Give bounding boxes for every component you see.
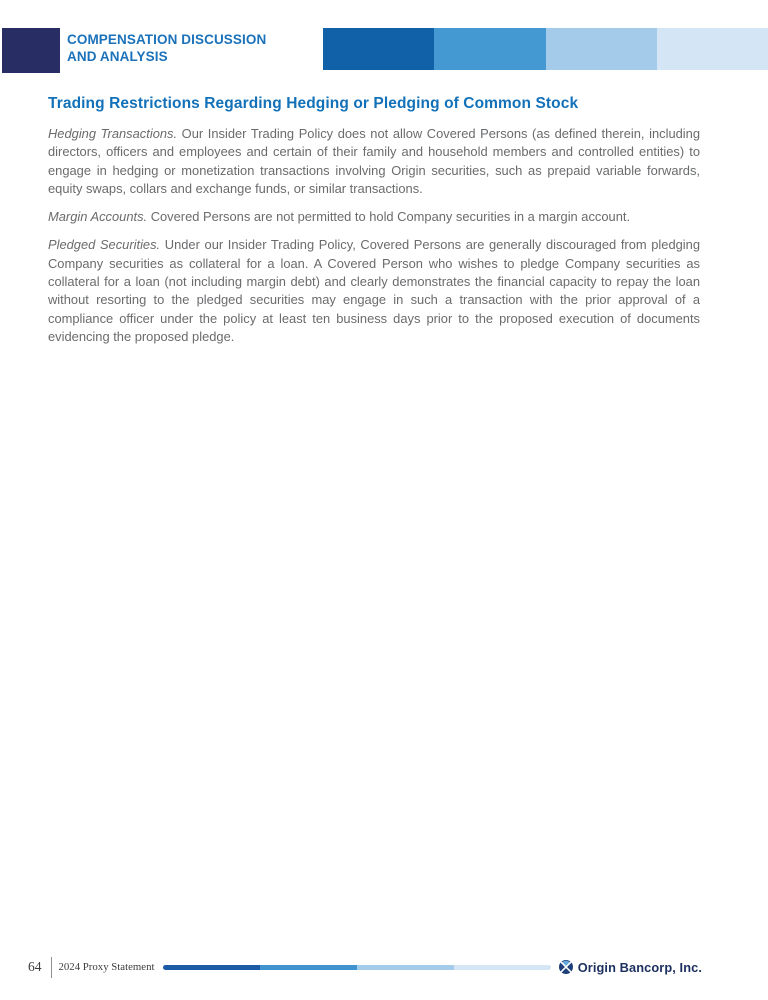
header-gradient-bar bbox=[323, 28, 768, 70]
brand-navy-square bbox=[2, 28, 60, 73]
paragraph-margin-accounts bbox=[48, 208, 700, 226]
header-bar-segment-3 bbox=[546, 28, 657, 70]
company-name: Origin Bancorp, Inc. bbox=[577, 959, 702, 975]
footer-gradient-bar bbox=[163, 965, 550, 970]
section-heading-line1: COMPENSATION DISCUSSION bbox=[67, 32, 267, 47]
document-label: 2024 Proxy Statement bbox=[58, 961, 155, 973]
document-body bbox=[48, 94, 700, 356]
header-bar-segment-4 bbox=[657, 28, 768, 70]
paragraph-hedging-transactions bbox=[48, 125, 700, 198]
page-footer bbox=[28, 953, 702, 981]
paragraph-text: Under our Insider Trading Policy, Covered Persons are generally discouraged from pledging Company securities as collateral for a loan. A Covered Person who wishes to pledge Company securities as collateral for a loan (not including margin debt) and clearly demonstrates the financial capacity to repay the loan without resorting to the pledged securities may engage in such a transaction with the prior approval of a compliance officer under the policy at least ten business days prior to the proposed execution of documents evidencing the proposed pledge. bbox=[48, 237, 701, 344]
section-heading-line2: AND ANALYSIS bbox=[67, 48, 168, 64]
page-title: Trading Restrictions Regarding Hedging or Pledging of Common Stock bbox=[48, 95, 579, 112]
footer-divider bbox=[51, 957, 52, 978]
paragraph-text: Covered Persons are not permitted to hold Company securities in a margin account. bbox=[147, 209, 631, 225]
footer-bar-segment-2 bbox=[260, 965, 357, 970]
page-number: 64 bbox=[28, 959, 42, 974]
origin-bancorp-logo-icon bbox=[559, 960, 573, 974]
footer-bar-segment-3 bbox=[357, 965, 454, 970]
header-bar-segment-2 bbox=[434, 28, 545, 70]
header-bar-segment-1 bbox=[323, 28, 434, 70]
paragraph-lead-italic: Pledged Securities. bbox=[48, 237, 161, 253]
paragraph-pledged-securities bbox=[48, 236, 700, 346]
footer-bar-segment-4 bbox=[454, 965, 551, 970]
paragraph-lead-italic: Hedging Transactions. bbox=[48, 126, 178, 141]
footer-bar-segment-1 bbox=[163, 965, 260, 970]
paragraph-lead-italic: Margin Accounts. bbox=[48, 209, 148, 225]
paragraph-text: Our Insider Trading Policy does not allow Covered Persons (as defined therein, including directors, officers and employees and certain of their family and household members and controlled entities) to engage in hedging or monetization transactions involving Origin securities, such as prepaid variable forwards, equity swaps, collars and exchange funds, or similar transactions. bbox=[48, 126, 700, 196]
section-heading bbox=[67, 32, 266, 65]
